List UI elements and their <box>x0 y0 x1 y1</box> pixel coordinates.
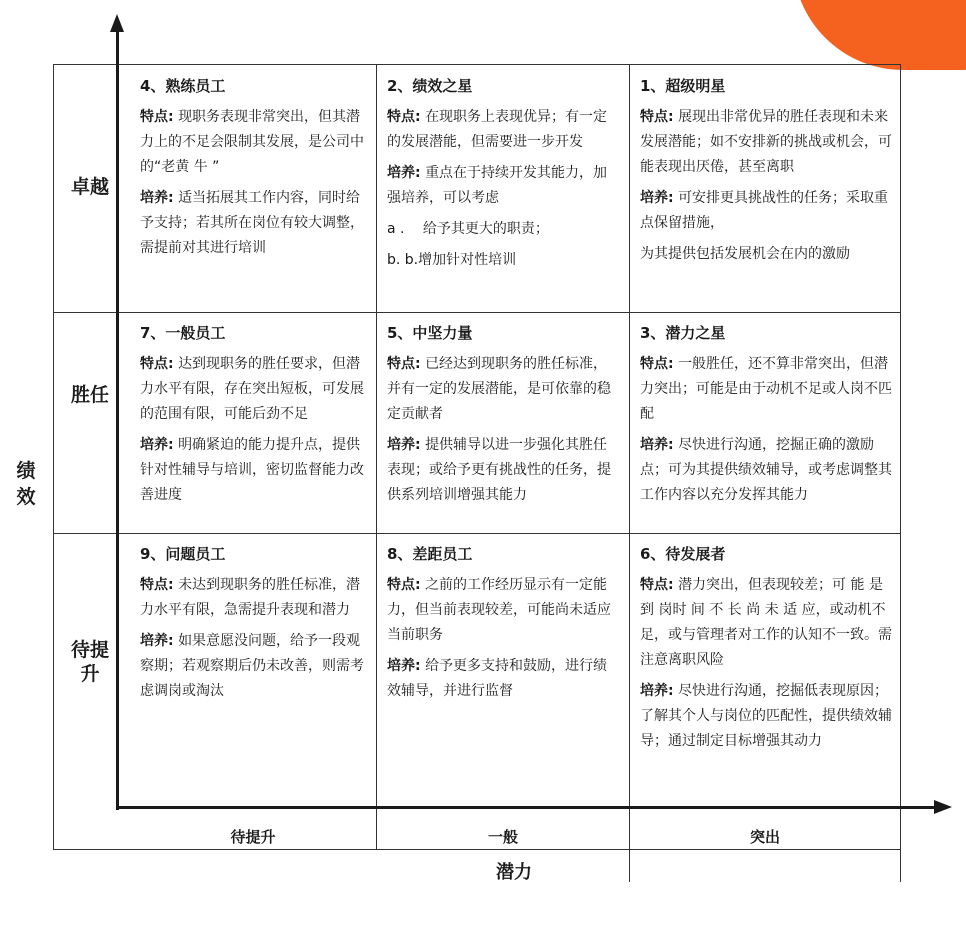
paragraph-text: 在现职务上表现优异；有一定的发展潜能，但需要进一步开发 <box>387 109 608 150</box>
paragraph-text: 可安排更具挑战性的任务；采取重点保留措施， <box>640 190 889 231</box>
cell-paragraph <box>387 217 621 242</box>
paragraph-key: 特点: <box>140 356 174 372</box>
x-axis-arrow-icon <box>934 800 952 814</box>
cell-paragraph <box>387 161 621 211</box>
paragraph-text: 适当拓展其工作内容，同时给予支持；若其所在岗位有较大调整，需提前对其进行培训 <box>140 190 364 256</box>
paragraph-key: 特点: <box>640 356 674 372</box>
cell-paragraph <box>640 679 892 754</box>
paragraph-key: 培养: <box>387 165 421 181</box>
cell-to-be-developed <box>630 534 900 806</box>
cell-title: 6、待发展者 <box>640 545 726 563</box>
col-label-low: 待提升 <box>230 828 276 846</box>
cell-paragraph <box>140 433 368 508</box>
paragraph-key: 培养: <box>140 437 174 453</box>
paragraph-text: 提供辅导以进一步强化其胜任表现；或给予更有挑战性的任务，提供系列培训增强其能力 <box>387 437 611 503</box>
paragraph-key: 特点: <box>640 577 674 593</box>
cell-paragraph <box>640 433 892 508</box>
paragraph-text: 已经达到现职务的胜任标准，并有一定的发展潜能，是可依靠的稳定贡献者 <box>387 356 611 422</box>
y-axis-arrow-icon <box>110 14 124 32</box>
paragraph-key: 培养: <box>640 683 674 699</box>
cell-paragraph <box>640 573 892 673</box>
cell-paragraph <box>140 105 368 180</box>
cell-skilled-employee <box>130 66 376 312</box>
paragraph-text: 尽快进行沟通，挖掘低表现原因；了解其个人与岗位的匹配性，提供绩效辅导；通过制定目标增强其动力 <box>640 683 892 749</box>
cell-paragraph <box>140 573 368 623</box>
cell-title: 4、熟练员工 <box>140 77 226 95</box>
paragraph-text: 现职务表现非常突出，但其潜力上的不足会限制其发展，是公司中的“老黄 牛 ” <box>140 109 364 175</box>
cell-title: 8、差距员工 <box>387 545 473 563</box>
paragraph-text: 潜力突出，但表现较差；可 能 是 到 岗时 间 不 长 尚 未 适 应，或动机不足，或与管理者对工作的认知不一致。需注意离职风险 <box>640 577 892 668</box>
col-label-medium: 一般 <box>487 828 518 846</box>
cell-paragraph <box>387 248 621 273</box>
paragraph-text: 为其提供包括发展机会在内的激励 <box>640 246 850 262</box>
paragraph-key: 特点: <box>387 577 421 593</box>
cell-paragraph <box>387 573 621 648</box>
corner-accent-shape <box>793 0 966 70</box>
paragraph-key: 特点: <box>387 356 421 372</box>
paragraph-text: 如果意愿没问题，给予一段观察期；若观察期后仍未改善，则需考虑调岗或淘汰 <box>140 633 364 699</box>
cell-paragraph <box>640 352 892 427</box>
paragraph-text: 之前的工作经历显示有一定能力，但当前表现较差，可能尚未适应当前职务 <box>387 577 611 643</box>
paragraph-key: 培养: <box>140 633 174 649</box>
paragraph-key: 特点: <box>140 109 174 125</box>
cell-problem-employee <box>130 534 376 806</box>
cell-paragraph <box>640 186 892 236</box>
cell-paragraph <box>140 186 368 261</box>
cell-title: 3、潜力之星 <box>640 324 726 342</box>
paragraph-key: 特点: <box>387 109 421 125</box>
cell-paragraph <box>387 105 621 155</box>
cell-gap-employee <box>377 534 629 806</box>
row-label-excellent: 卓越 <box>70 176 109 198</box>
paragraph-key: 培养: <box>387 658 421 674</box>
paragraph-text: 未达到现职务的胜任标准，潜力水平有限，急需提升表现和潜力 <box>140 577 361 618</box>
paragraph-key: 培养: <box>387 437 421 453</box>
cell-backbone <box>377 313 629 533</box>
cell-paragraph <box>140 629 368 704</box>
col-label-high: 突出 <box>749 828 780 846</box>
cell-superstar <box>630 66 900 312</box>
paragraph-text: 一般胜任，还不算非常突出，但潜力突出；可能是由于动机不足或人岗不匹配 <box>640 356 892 422</box>
x-axis-label: 潜力 <box>496 862 532 883</box>
cell-title: 2、绩效之星 <box>387 77 473 95</box>
y-axis-line <box>116 30 119 810</box>
cell-title: 9、问题员工 <box>140 545 226 563</box>
paragraph-text: 达到现职务的胜任要求，但潜力水平有限，存在突出短板，可发展的范围有限，可能后劲不足 <box>140 356 364 422</box>
cell-title: 1、超级明星 <box>640 77 726 95</box>
cell-paragraph <box>140 352 368 427</box>
paragraph-key: 培养: <box>640 190 674 206</box>
paragraph-text: a . 给予其更大的职责； <box>387 221 549 237</box>
paragraph-text: b. b.增加针对性培训 <box>387 252 517 268</box>
paragraph-key: 特点: <box>640 109 674 125</box>
paragraph-key: 培养: <box>140 190 174 206</box>
cell-title: 7、一般员工 <box>140 324 226 342</box>
row-label-competent: 胜任 <box>70 384 109 406</box>
paragraph-key: 特点: <box>140 577 174 593</box>
cell-average-employee <box>130 313 376 533</box>
cell-title: 5、中坚力量 <box>387 324 473 342</box>
paragraph-text: 尽快进行沟通，挖掘正确的激励点；可为其提供绩效辅导，或考虑调整其工作内容以充分发挥其能力 <box>640 437 892 503</box>
row-label-needs-improvement: 待提升 <box>70 639 109 685</box>
cell-paragraph <box>387 433 621 508</box>
cell-performance-star <box>377 66 629 312</box>
cell-potential-star <box>630 313 900 533</box>
cell-paragraph <box>640 105 892 180</box>
y-axis-label: 绩效 <box>16 460 36 508</box>
x-axis-line <box>116 806 938 809</box>
paragraph-text: 给予更多支持和鼓励，进行绩效辅导，并进行监督 <box>387 658 608 699</box>
paragraph-text: 展现出非常优异的胜任表现和未来发展潜能；如不安排新的挑战或机会，可能表现出厌倦，甚至离职 <box>640 109 892 175</box>
paragraph-text: 重点在于持续开发其能力，加强培养，可以考虑 <box>387 165 608 206</box>
paragraph-text: 明确紧迫的能力提升点，提供针对性辅导与培训，密切监督能力改善进度 <box>140 437 364 503</box>
paragraph-key: 培养: <box>640 437 674 453</box>
cell-paragraph <box>640 242 892 267</box>
cell-paragraph <box>387 654 621 704</box>
cell-paragraph <box>387 352 621 427</box>
